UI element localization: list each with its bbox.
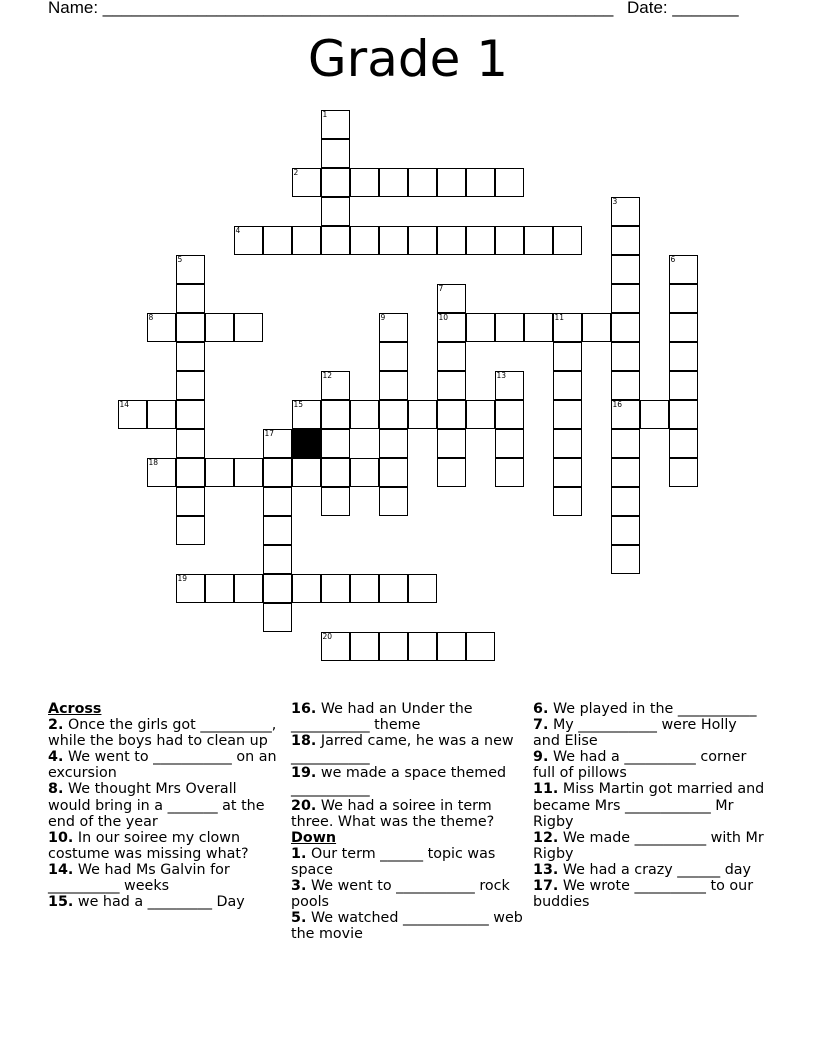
- clue-text: My ___________ were Holly and Elise: [533, 717, 737, 750]
- clue-text: We had an Under the ___________ theme: [291, 701, 473, 734]
- grid-cell[interactable]: [147, 458, 176, 487]
- clue-item: [291, 733, 526, 765]
- grid-cell[interactable]: [524, 226, 553, 255]
- clue-text: We had a __________ corner full of pillows: [533, 749, 747, 782]
- clue-number: 17: [264, 429, 275, 438]
- grid-cell[interactable]: [379, 226, 408, 255]
- grid-cell[interactable]: [350, 400, 379, 429]
- clue-number: 18: [148, 458, 159, 467]
- grid-cell[interactable]: [669, 255, 698, 284]
- grid-cell[interactable]: [495, 371, 524, 400]
- grid-cell[interactable]: [176, 255, 205, 284]
- clue-item: [533, 717, 768, 749]
- grid-cell[interactable]: [611, 197, 640, 226]
- grid-cell[interactable]: [437, 342, 466, 371]
- grid-cell[interactable]: [292, 400, 321, 429]
- grid-cell[interactable]: [495, 168, 524, 197]
- clue-number: 4: [235, 226, 241, 235]
- grid-cell[interactable]: [379, 313, 408, 342]
- grid-cell[interactable]: [553, 371, 582, 400]
- grid-cell[interactable]: [263, 516, 292, 545]
- clue-text: We went to ___________ on an excursion: [48, 749, 277, 782]
- grid-cell[interactable]: [495, 400, 524, 429]
- clue-number-label: 17.: [533, 878, 559, 895]
- grid-cell[interactable]: [205, 574, 234, 603]
- grid-cell[interactable]: [553, 429, 582, 458]
- clue-item: [48, 781, 283, 829]
- clue-number: 13: [496, 371, 507, 380]
- grid-cell[interactable]: [408, 574, 437, 603]
- grid-cell[interactable]: [321, 400, 350, 429]
- name-field[interactable]: Name: ______________________________________________________: [48, 0, 614, 17]
- clue-item: [291, 846, 526, 878]
- clue-number-label: 3.: [291, 878, 307, 895]
- grid-cell[interactable]: [495, 313, 524, 342]
- grid-cell[interactable]: [321, 574, 350, 603]
- clue-item: [533, 878, 768, 910]
- clue-number: 15: [293, 400, 304, 409]
- clue-number-label: 1.: [291, 845, 307, 862]
- grid-cell[interactable]: [466, 226, 495, 255]
- grid-cell[interactable]: [553, 313, 582, 342]
- grid-cell[interactable]: [147, 400, 176, 429]
- grid-cell[interactable]: [669, 429, 698, 458]
- grid-cell[interactable]: [234, 574, 263, 603]
- grid-cell[interactable]: [379, 168, 408, 197]
- grid-cell[interactable]: [350, 574, 379, 603]
- clue-number-label: 12.: [533, 829, 559, 846]
- grid-cell[interactable]: [611, 400, 640, 429]
- grid-cell[interactable]: [292, 168, 321, 197]
- grid-cell[interactable]: [553, 342, 582, 371]
- grid-cell[interactable]: [321, 458, 350, 487]
- grid-cell[interactable]: [408, 226, 437, 255]
- page-title: Grade 1: [307, 30, 509, 88]
- grid-cell[interactable]: [437, 313, 466, 342]
- grid-cell[interactable]: [379, 632, 408, 661]
- grid-cell[interactable]: [321, 226, 350, 255]
- grid-cell[interactable]: [437, 226, 466, 255]
- clue-item: [48, 830, 283, 862]
- clue-number: 2: [293, 168, 299, 177]
- clue-text: We had a soiree in term three. What was the theme?: [291, 797, 495, 830]
- date-field[interactable]: Date: _______: [627, 0, 739, 17]
- clue-number: 3: [612, 197, 618, 206]
- grid-cell[interactable]: [437, 429, 466, 458]
- grid-cell[interactable]: [379, 371, 408, 400]
- clue-text: We played in the ___________: [552, 701, 757, 717]
- grid-cell[interactable]: [611, 284, 640, 313]
- clue-text: Our term ______ topic was space: [291, 845, 496, 878]
- grid-cell[interactable]: [176, 400, 205, 429]
- clue-number-label: 6.: [533, 701, 549, 717]
- grid-cell[interactable]: [118, 400, 147, 429]
- grid-cell[interactable]: [611, 545, 640, 574]
- clue-number: 7: [438, 284, 444, 293]
- grid-cell[interactable]: [408, 632, 437, 661]
- grid-cell[interactable]: [553, 400, 582, 429]
- clue-item: [291, 765, 526, 797]
- clue-item: [48, 894, 283, 910]
- grid-cell[interactable]: [292, 226, 321, 255]
- grid-cell[interactable]: [437, 168, 466, 197]
- grid-cell[interactable]: [640, 400, 669, 429]
- clue-item: [48, 749, 283, 781]
- grid-cell[interactable]: [350, 458, 379, 487]
- grid-cell[interactable]: [321, 139, 350, 168]
- grid-cell[interactable]: [321, 371, 350, 400]
- grid-cell[interactable]: [234, 313, 263, 342]
- grid-cell[interactable]: [553, 226, 582, 255]
- grid-cell[interactable]: [379, 487, 408, 516]
- grid-cell[interactable]: [379, 574, 408, 603]
- grid-cell[interactable]: [321, 429, 350, 458]
- grid-cell[interactable]: [263, 226, 292, 255]
- clue-item: [48, 717, 283, 749]
- grid-cell[interactable]: [147, 313, 176, 342]
- clue-number-label: 8.: [48, 781, 64, 798]
- grid-cell[interactable]: [669, 458, 698, 487]
- clue-number: 12: [322, 371, 333, 380]
- grid-cell[interactable]: [176, 458, 205, 487]
- clue-number: 6: [670, 255, 676, 264]
- clue-item: [291, 798, 526, 830]
- clue-text: We thought Mrs Overall would bring in a _______ at the end of the year: [48, 781, 265, 830]
- clue-number: 11: [554, 313, 565, 322]
- grid-cell[interactable]: [321, 197, 350, 226]
- grid-cell[interactable]: [611, 429, 640, 458]
- grid-cell[interactable]: [669, 400, 698, 429]
- clue-number-label: 13.: [533, 861, 559, 878]
- clue-number-label: 14.: [48, 861, 74, 878]
- grid-block: [292, 429, 321, 458]
- grid-cell[interactable]: [321, 487, 350, 516]
- grid-cell[interactable]: [466, 400, 495, 429]
- clue-number: 10: [438, 313, 449, 322]
- clue-item: [533, 701, 768, 717]
- grid-cell[interactable]: [176, 516, 205, 545]
- grid-cell[interactable]: [495, 458, 524, 487]
- grid-cell[interactable]: [466, 632, 495, 661]
- grid-cell[interactable]: [669, 342, 698, 371]
- grid-cell[interactable]: [408, 400, 437, 429]
- grid-cell[interactable]: [205, 458, 234, 487]
- clue-number: 8: [148, 313, 154, 322]
- clue-text: We wrote __________ to our buddies: [533, 878, 754, 911]
- clue-item: [291, 701, 526, 733]
- clue-number: 16: [612, 400, 623, 409]
- grid-cell[interactable]: [553, 458, 582, 487]
- clue-number: 20: [322, 632, 333, 641]
- grid-cell[interactable]: [321, 632, 350, 661]
- grid-cell[interactable]: [263, 487, 292, 516]
- grid-cell[interactable]: [176, 487, 205, 516]
- clue-text: we had a _________ Day: [77, 894, 245, 911]
- grid-cell[interactable]: [495, 429, 524, 458]
- clue-number-label: 15.: [48, 894, 74, 911]
- grid-cell[interactable]: [553, 487, 582, 516]
- clue-number-label: 4.: [48, 749, 64, 766]
- clue-number-label: 9.: [533, 749, 549, 766]
- clue-number-label: 2.: [48, 717, 64, 734]
- grid-cell[interactable]: [611, 226, 640, 255]
- clue-text: We went to ___________ rock pools: [291, 878, 510, 911]
- clue-number: 9: [380, 313, 386, 322]
- grid-cell[interactable]: [350, 226, 379, 255]
- clue-column-1: [48, 701, 283, 910]
- grid-cell[interactable]: [350, 632, 379, 661]
- clue-text: We watched ____________ web the movie: [291, 910, 523, 943]
- clue-number-label: 16.: [291, 701, 317, 717]
- grid-cell[interactable]: [524, 313, 553, 342]
- grid-cell[interactable]: [669, 313, 698, 342]
- clue-column-2: [291, 701, 526, 942]
- grid-cell[interactable]: [379, 429, 408, 458]
- clue-item: [291, 910, 526, 942]
- clue-number-label: 10.: [48, 829, 74, 846]
- grid-cell[interactable]: [321, 168, 350, 197]
- grid-cell[interactable]: [263, 429, 292, 458]
- grid-cell[interactable]: [611, 371, 640, 400]
- across-heading: Across: [48, 701, 102, 717]
- grid-cell[interactable]: [437, 458, 466, 487]
- clue-number: 19: [177, 574, 188, 583]
- clue-item: [291, 878, 526, 910]
- grid-cell[interactable]: [379, 342, 408, 371]
- grid-cell[interactable]: [466, 313, 495, 342]
- clue-text: We had Ms Galvin for __________ weeks: [48, 861, 230, 895]
- clue-text: We had a crazy ______ day: [562, 861, 752, 878]
- grid-cell[interactable]: [263, 574, 292, 603]
- grid-cell[interactable]: [263, 545, 292, 574]
- clue-item: [533, 781, 768, 829]
- clue-text: Once the girls got __________, while the boys had to clean up: [48, 717, 277, 750]
- clue-number: 1: [322, 110, 328, 119]
- grid-cell[interactable]: [321, 110, 350, 139]
- grid-cell[interactable]: [611, 313, 640, 342]
- grid-cell[interactable]: [234, 226, 263, 255]
- grid-cell[interactable]: [176, 284, 205, 313]
- grid-cell[interactable]: [408, 168, 437, 197]
- clue-number-label: 20.: [291, 797, 317, 814]
- grid-cell[interactable]: [611, 342, 640, 371]
- clue-text: Jarred came, he was a new ___________: [291, 733, 514, 766]
- grid-cell[interactable]: [263, 458, 292, 487]
- grid-cell[interactable]: [176, 313, 205, 342]
- grid-cell[interactable]: [205, 313, 234, 342]
- clue-item: [533, 862, 768, 878]
- grid-cell[interactable]: [582, 313, 611, 342]
- clue-text: Miss Martin got married and became Mrs ____________ Mr Rigby: [533, 781, 765, 830]
- grid-cell[interactable]: [611, 516, 640, 545]
- grid-cell[interactable]: [350, 168, 379, 197]
- grid-cell[interactable]: [292, 458, 321, 487]
- clue-number-label: 19.: [291, 765, 317, 782]
- grid-cell[interactable]: [292, 574, 321, 603]
- grid-cell[interactable]: [611, 255, 640, 284]
- clue-text: In our soiree my clown costume was missing what?: [48, 829, 249, 862]
- clue-text: We made __________ with Mr Rigby: [533, 829, 764, 862]
- clue-column-3: [533, 701, 768, 910]
- clue-text: we made a space themed ___________: [291, 765, 507, 798]
- grid-cell[interactable]: [495, 226, 524, 255]
- clue-number: 14: [119, 400, 130, 409]
- grid-cell[interactable]: [466, 168, 495, 197]
- grid-cell[interactable]: [379, 400, 408, 429]
- grid-cell[interactable]: [379, 458, 408, 487]
- clue-item: [48, 862, 283, 894]
- grid-cell[interactable]: [263, 603, 292, 632]
- grid-cell[interactable]: [176, 574, 205, 603]
- clue-item: [533, 749, 768, 781]
- grid-cell[interactable]: [176, 342, 205, 371]
- grid-cell[interactable]: [176, 371, 205, 400]
- grid-cell[interactable]: [669, 371, 698, 400]
- grid-cell[interactable]: [176, 429, 205, 458]
- grid-cell[interactable]: [669, 284, 698, 313]
- grid-cell[interactable]: [611, 458, 640, 487]
- grid-cell[interactable]: [437, 632, 466, 661]
- clue-number-label: 18.: [291, 733, 317, 750]
- grid-cell[interactable]: [437, 400, 466, 429]
- clue-number-label: 7.: [533, 717, 549, 734]
- grid-cell[interactable]: [437, 284, 466, 313]
- clue-number: 5: [177, 255, 183, 264]
- clue-item: [533, 830, 768, 862]
- clue-number-label: 11.: [533, 781, 559, 798]
- down-heading: Down: [291, 829, 337, 846]
- grid-cell[interactable]: [611, 487, 640, 516]
- clue-number-label: 5.: [291, 910, 307, 927]
- grid-cell[interactable]: [234, 458, 263, 487]
- grid-cell[interactable]: [437, 371, 466, 400]
